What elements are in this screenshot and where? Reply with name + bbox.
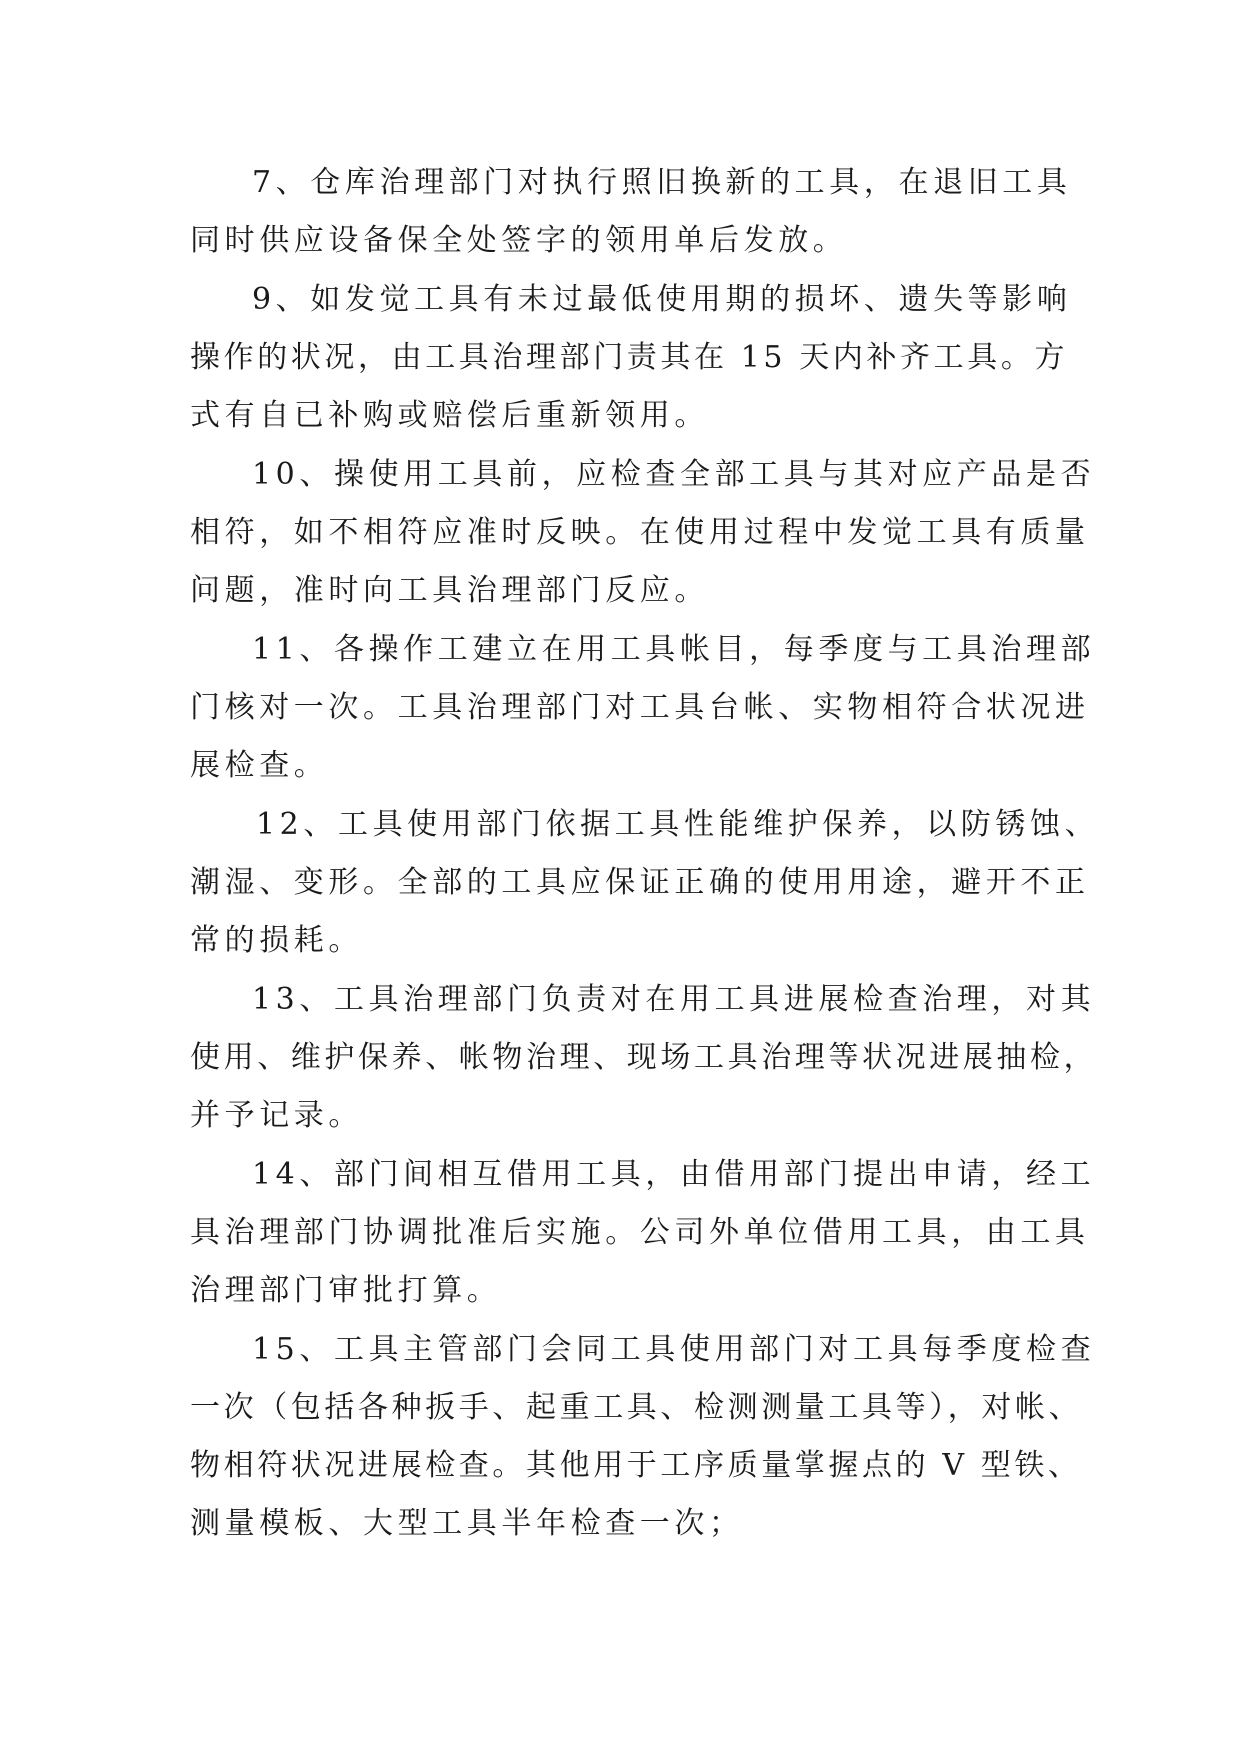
paragraph-item-13 — [190, 971, 1098, 1145]
paragraph-line: 测量模板、大型工具半年检查一次； — [190, 1506, 744, 1541]
paragraph-line: 具治理部门协调批准后实施。公司外单位借用工具，由工具 — [190, 1215, 1090, 1250]
paragraph-line: 10、操使用工具前，应检查全部工具与其对应产品是否 — [252, 457, 1096, 492]
document-body — [190, 154, 1100, 1554]
paragraph-line: 11、各操作工建立在用工具帐目，每季度与工具治理部 — [252, 632, 1096, 667]
paragraph-item-7 — [190, 154, 1072, 270]
paragraph-item-11 — [190, 621, 1096, 795]
paragraph-line: 操作的状况，由工具治理部门责其在 15 天内补齐工具。方 — [190, 340, 1069, 375]
paragraph-line: 常的损耗。 — [190, 923, 363, 958]
paragraph-line: 治理部门审批打算。 — [190, 1273, 502, 1308]
paragraph-line: 14、部门间相互借用工具，由借用部门提出申请，经工 — [252, 1157, 1096, 1192]
paragraph-line: 13、工具治理部门负责对在用工具进展检查治理，对其 — [252, 982, 1096, 1017]
paragraph-line: 同时供应设备保全处签字的领用单后发放。 — [190, 223, 848, 258]
paragraph-line: 展检查。 — [190, 748, 329, 783]
paragraph-item-15 — [190, 1321, 1096, 1553]
paragraph-item-10 — [190, 446, 1096, 620]
paragraph-item-14 — [190, 1146, 1096, 1320]
paragraph-line: 式有自已补购或赔偿后重新领用。 — [190, 398, 709, 433]
paragraph-line: 门核对一次。工具治理部门对工具台帐、实物相符合状况进 — [190, 690, 1090, 725]
paragraph-line: 9、如发觉工具有未过最低使用期的损坏、遗失等影响 — [252, 282, 1072, 317]
paragraph-line: 物相符状况进展检查。其他用于工序质量掌握点的 V 型铁、 — [190, 1448, 1082, 1483]
paragraph-line: 7、仓库治理部门对执行照旧换新的工具，在退旧工具 — [252, 165, 1072, 200]
paragraph-line: 潮湿、变形。全部的工具应保证正确的使用用途，避开不正 — [190, 865, 1090, 900]
paragraph-item-9 — [190, 271, 1072, 445]
paragraph-line: 问题，准时向工具治理部门反应。 — [190, 573, 709, 608]
paragraph-line: 相符，如不相符应准时反映。在使用过程中发觉工具有质量 — [190, 515, 1090, 550]
paragraph-line: 使用、维护保养、帐物治理、现场工具治理等状况进展抽检， — [190, 1040, 1098, 1075]
paragraph-line: 15、工具主管部门会同工具使用部门对工具每季度检查 — [252, 1332, 1096, 1367]
paragraph-item-12 — [190, 796, 1100, 970]
paragraph-line: 并予记录。 — [190, 1098, 363, 1133]
paragraph-line: 一次（包括各种扳手、起重工具、检测测量工具等），对帐、 — [190, 1390, 1083, 1425]
paragraph-line: 12、工具使用部门依据工具性能维护保养，以防锈蚀、 — [256, 807, 1100, 842]
